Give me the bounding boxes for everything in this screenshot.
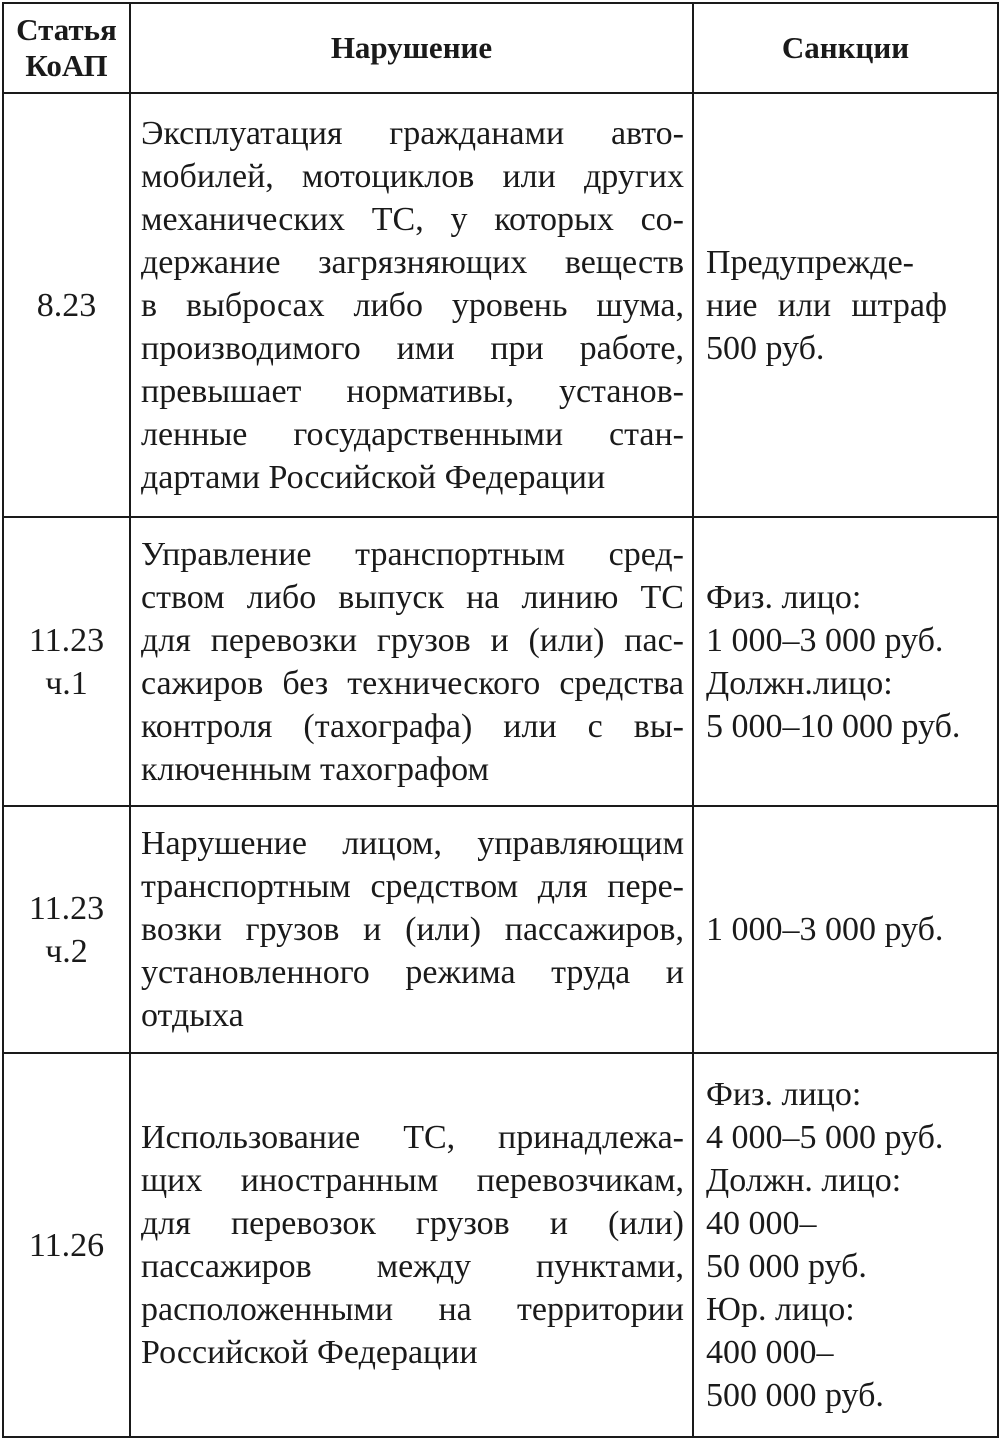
violation-line: Эксплуатация гражданами авто- xyxy=(141,114,684,152)
article-line: ч.2 xyxy=(45,932,88,970)
sanctions-cell xyxy=(693,1053,998,1437)
violation-cell xyxy=(130,1053,693,1437)
article-cell xyxy=(3,806,130,1053)
violation-line: Использование ТС, принадлежа- xyxy=(141,1119,684,1156)
header-row xyxy=(3,3,998,93)
sanction-line: Предупрежде- xyxy=(706,243,914,281)
article-cell xyxy=(3,517,130,806)
sanction-line: 40 000– xyxy=(706,1205,817,1242)
violation-line: Нарушение лицом, управляющим xyxy=(141,825,684,862)
sanction-line: Физ. лицо: xyxy=(706,578,862,616)
sanction-line: 1 000–3 000 руб. xyxy=(706,911,944,948)
violation-line: расположенными на территории xyxy=(141,1291,684,1328)
sanction-line: Должн. лицо: xyxy=(706,1162,902,1199)
sanctions-cell xyxy=(693,806,998,1053)
article-line: ч.1 xyxy=(45,664,88,702)
violation-line: ством либо выпуск на линию ТС xyxy=(141,578,684,616)
sanction-line: 5 000–10 000 руб. xyxy=(706,707,961,745)
sanction-line: ние или штраф xyxy=(706,286,947,324)
sanctions-cell xyxy=(693,93,998,517)
article-line: 11.23 xyxy=(28,621,105,659)
table-row xyxy=(3,806,998,1053)
violation-line: установленного режима труда и xyxy=(141,954,684,991)
article-cell xyxy=(3,93,130,517)
sanction-line: 50 000 руб. xyxy=(706,1248,867,1285)
violation-line: возки грузов и (или) пассажиров, xyxy=(141,911,684,948)
violation-line: контроля (тахографа) или с вы- xyxy=(141,707,684,745)
header-article-line: Статья xyxy=(16,12,117,47)
violation-line: механических ТС, у которых со- xyxy=(141,200,684,238)
violation-line: отдыха xyxy=(141,997,244,1034)
article-line: 11.23 xyxy=(28,889,105,927)
table-row xyxy=(3,93,998,517)
table-row xyxy=(3,517,998,806)
sanction-line: 500 000 руб. xyxy=(706,1377,884,1414)
violation-line: щих иностранным перевозчикам, xyxy=(141,1162,684,1199)
violation-line: превышает нормативы, установ- xyxy=(141,372,684,410)
violation-line: ленные государственными стан- xyxy=(141,415,684,453)
violation-line: сажиров без технического средства xyxy=(141,664,684,702)
sanction-line: Должн.лицо: xyxy=(706,664,893,702)
table-row xyxy=(3,1053,998,1437)
violation-cell xyxy=(130,517,693,806)
sanctions-cell xyxy=(693,517,998,806)
violation-line: транспортным средством для пере- xyxy=(141,868,684,905)
article-cell xyxy=(3,1053,130,1437)
violation-line: для перевозки грузов и (или) пас- xyxy=(141,621,684,659)
violation-cell xyxy=(130,93,693,517)
sanction-line: 500 руб. xyxy=(706,329,825,367)
violation-line: пассажиров между пунктами, xyxy=(141,1248,684,1285)
violation-line: Российской Федерации xyxy=(141,1334,478,1371)
sanction-line: Физ. лицо: xyxy=(706,1076,862,1113)
koap-sanctions-table xyxy=(2,2,999,1438)
sanction-line: 4 000–5 000 руб. xyxy=(706,1119,944,1156)
violation-cell xyxy=(130,806,693,1053)
violation-line: Управление транспортным сред- xyxy=(141,535,684,573)
violation-line: в выбросах либо уровень шума, xyxy=(141,286,684,324)
article-line: 11.26 xyxy=(28,1226,105,1264)
header-sanctions: Санкции xyxy=(693,3,998,93)
violation-line: мобилей, мотоциклов или других xyxy=(141,157,684,195)
violation-line: дартами Российской Федерации xyxy=(141,458,606,496)
header-violation: Нарушение xyxy=(130,3,693,93)
header-article-line: КоАП xyxy=(25,48,108,83)
sanction-line: 400 000– xyxy=(706,1334,834,1371)
violation-line: держание загрязняющих веществ xyxy=(141,243,684,281)
header-article xyxy=(3,3,130,93)
sanction-line: 1 000–3 000 руб. xyxy=(706,621,944,659)
article-line: 8.23 xyxy=(36,286,97,324)
sanction-line: Юр. лицо: xyxy=(706,1291,855,1328)
violation-line: для перевозок грузов и (или) xyxy=(141,1205,684,1242)
violation-line: производимого ими при работе, xyxy=(141,329,684,367)
violation-line: ключенным тахографом xyxy=(141,750,490,788)
